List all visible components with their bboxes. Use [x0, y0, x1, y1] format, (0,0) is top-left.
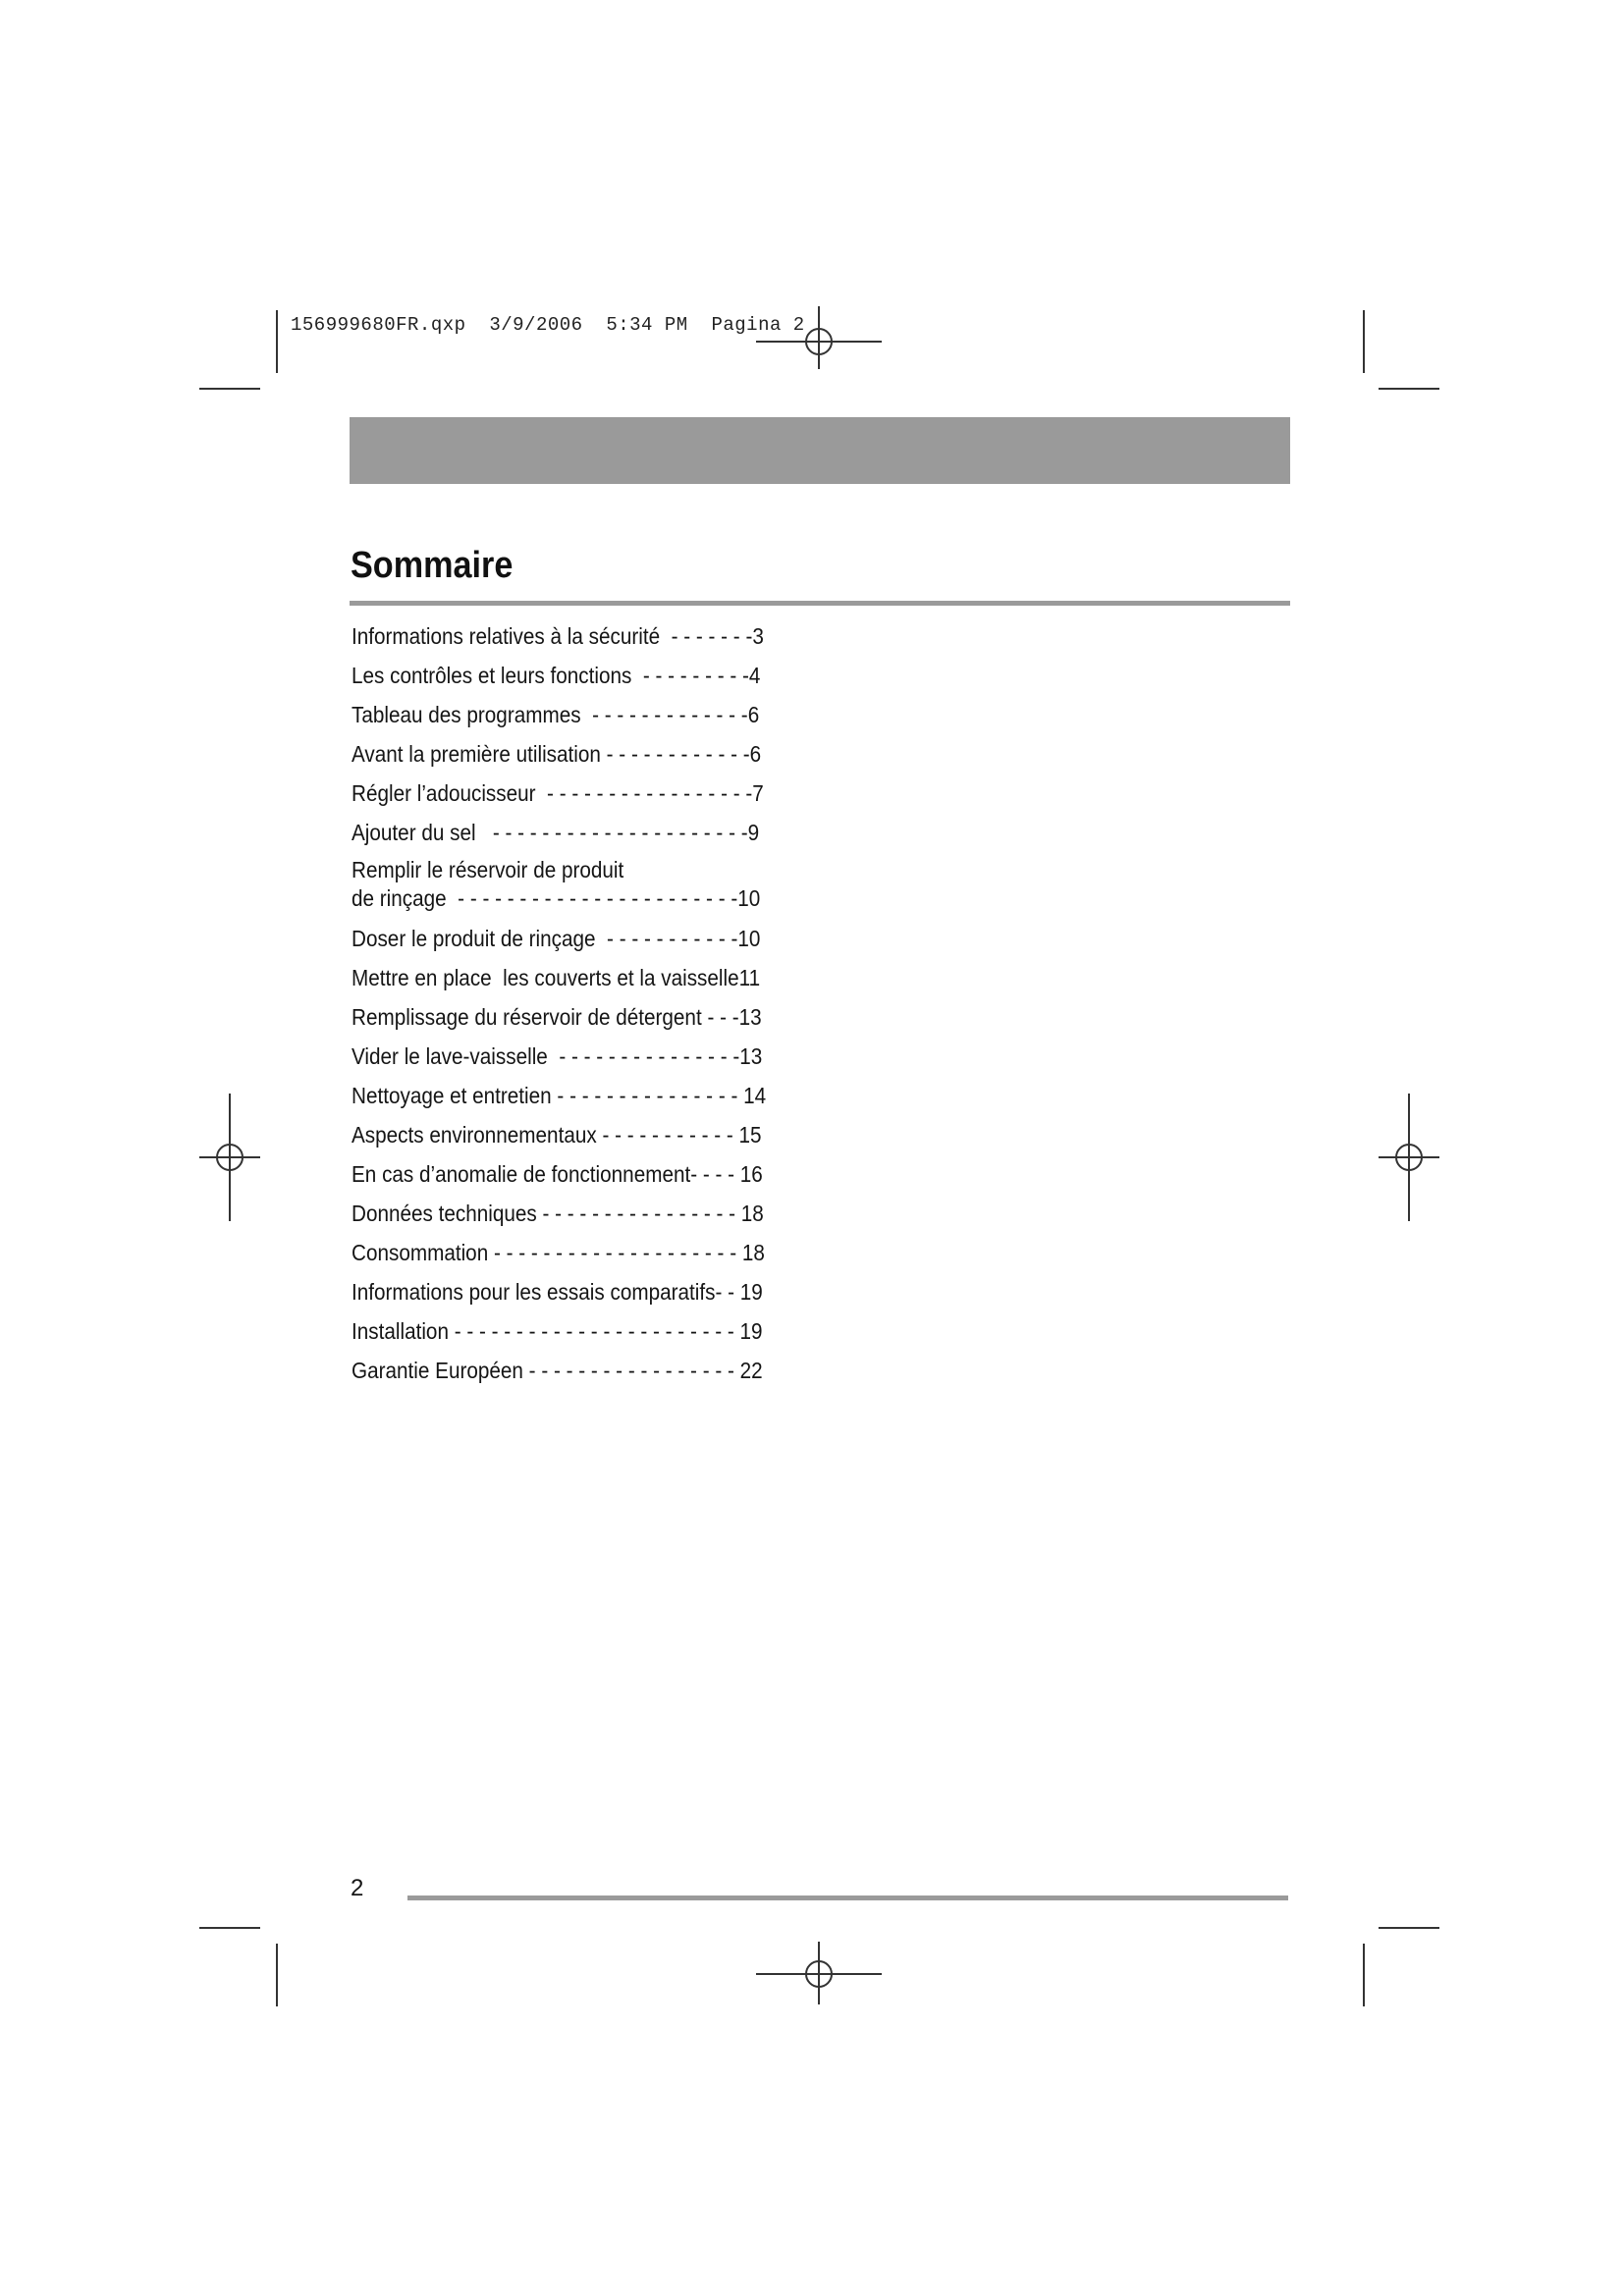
toc-entry: Avant la première utilisation - - - - - - - - - - - -6	[352, 741, 762, 767]
toc-entry: Vider le lave-vaisselle - - - - - - - - - - - - - - -13	[352, 1043, 763, 1069]
toc-entry: Mettre en place les couverts et la vaisselle11	[352, 965, 761, 990]
toc-entry: Tableau des programmes - - - - - - - - - - - - -6	[352, 702, 760, 727]
toc-entry: Nettoyage et entretien - - - - - - - - - - - - - - - 14	[352, 1083, 767, 1108]
crop-mark	[1363, 1944, 1365, 2006]
toc-entry: Consommation - - - - - - - - - - - - - - - - - - - - 18	[352, 1240, 765, 1265]
title-rule	[350, 601, 1290, 606]
toc-entry: En cas d’anomalie de fonctionnement- - - - 16	[352, 1161, 763, 1187]
toc-entry: Aspects environnementaux - - - - - - - - - - - 15	[352, 1122, 762, 1148]
crop-mark	[199, 1927, 260, 1929]
crop-mark	[199, 388, 260, 390]
toc-entry: Données techniques - - - - - - - - - - - - - - - - 18	[352, 1201, 764, 1226]
crop-mark	[1379, 1927, 1439, 1929]
page-title: Sommaire	[351, 545, 514, 586]
toc-entry: Remplir le réservoir de produit de rinçage - - - - - - - - - - - - - - - - - - - - - - -10	[352, 857, 761, 911]
toc-entry: Installation - - - - - - - - - - - - - - - - - - - - - - - 19	[352, 1318, 763, 1344]
toc-entry: Remplissage du réservoir de détergent - - -13	[352, 1004, 762, 1030]
print-slug: 156999680FR.qxp 3/9/2006 5:34 PM Pagina 2	[291, 314, 805, 336]
toc-entry: Ajouter du sel - - - - - - - - - - - - - - - - - - - - -9	[352, 820, 760, 845]
crop-mark	[1363, 310, 1365, 373]
crop-mark	[276, 1944, 278, 2006]
header-band	[350, 417, 1290, 484]
toc-entry: Informations relatives à la sécurité - - - - - - -3	[352, 623, 764, 649]
crop-mark	[276, 310, 278, 373]
toc-entry: Informations pour les essais comparatifs- - 19	[352, 1279, 763, 1305]
toc-entry: Régler l’adoucisseur - - - - - - - - - - - - - - - - -7	[352, 780, 764, 806]
toc-entry: Garantie Européen - - - - - - - - - - - - - - - - - 22	[352, 1358, 763, 1383]
footer-rule	[407, 1896, 1288, 1900]
crop-mark	[1379, 388, 1439, 390]
toc-entry: Les contrôles et leurs fonctions - - - - - - - - -4	[352, 663, 761, 688]
toc-entry: Doser le produit de rinçage - - - - - - - - - - -10	[352, 926, 761, 951]
page-number: 2	[351, 1875, 364, 1901]
table-of-contents	[352, 616, 803, 1390]
